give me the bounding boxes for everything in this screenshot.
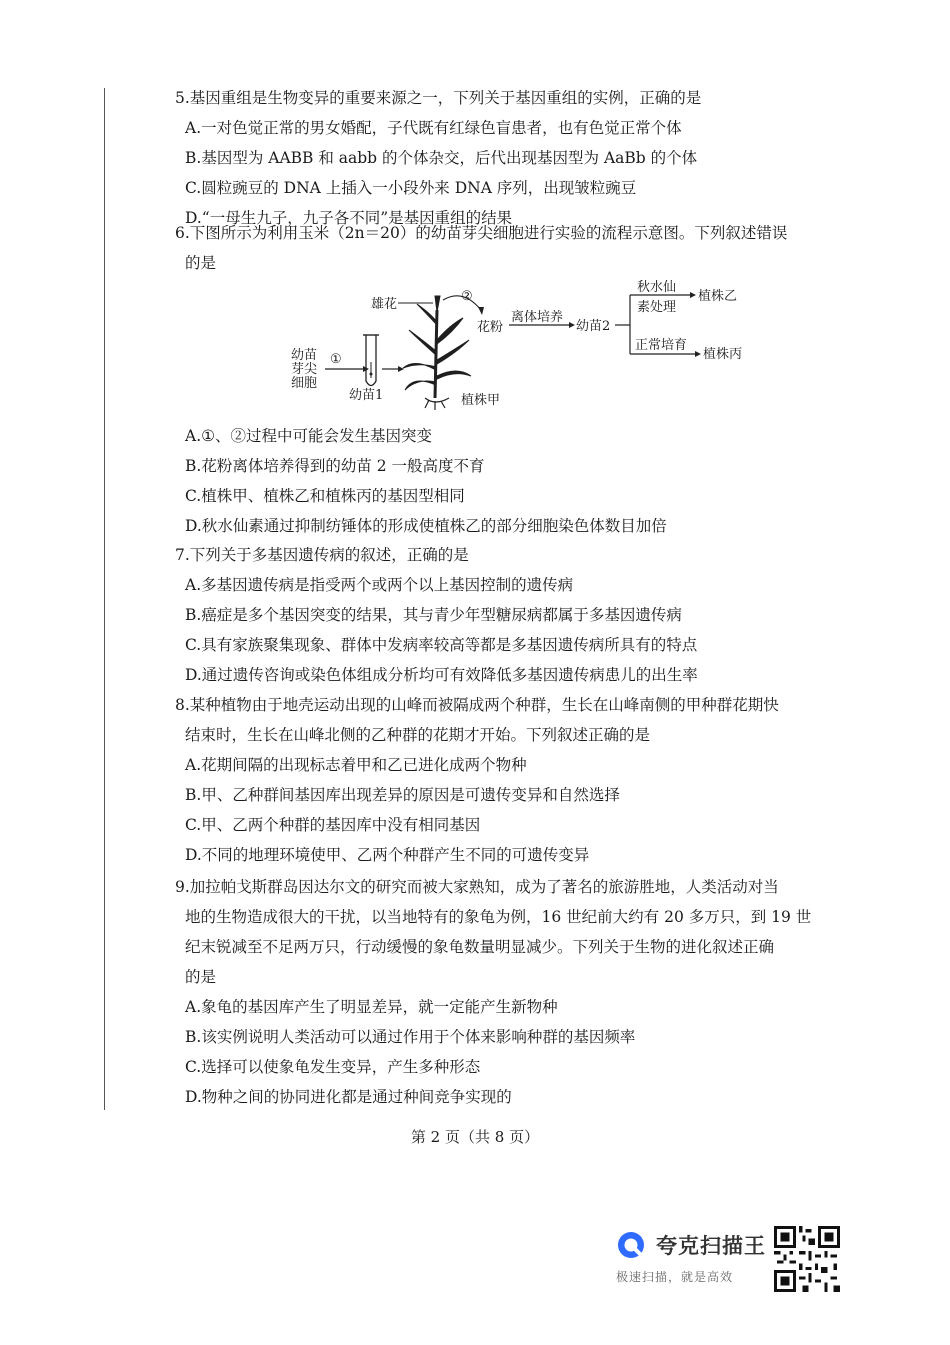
question-9-stem-line-4: 的是 (185, 968, 217, 986)
label-plant-c: 植株丙 (703, 347, 743, 362)
question-6-stem-line-2: 的是 (185, 254, 217, 272)
label-plant-a: 植株甲 (461, 393, 501, 408)
label-source-line-1: 幼苗 (291, 348, 318, 363)
question-5 (175, 83, 875, 233)
question-9-stem-line-2: 地的生物造成很大的干扰，以当地特有的象龟为例，16 世纪前大约有 20 多万只，到 19 世 (185, 908, 812, 926)
question-7-option-b: B.癌症是多个基因突变的结果，其与青少年型糖尿病都属于多基因遗传病 (185, 606, 682, 624)
question-9-stem-line-1: 9.加拉帕戈斯群岛因达尔文的研究而被大家熟知，成为了著名的旅游胜地，人类活动对当 (175, 878, 779, 896)
question-6-stem (175, 218, 875, 278)
question-8 (175, 690, 875, 870)
question-5-stem: 5.基因重组是生物变异的重要来源之一，下列关于基因重组的实例，正确的是 (175, 89, 702, 107)
question-9-option-b: B.该实例说明人类活动可以通过作用于个体来影响种群的基因频率 (185, 1028, 636, 1046)
question-8-option-d: D.不同的地理环境使甲、乙两个种群产生不同的可遗传变异 (185, 846, 590, 864)
label-colchicine-line-2: 素处理 (637, 300, 677, 315)
question-5-option-d: D.“一母生九子，九子各不同”是基因重组的结果 (185, 209, 513, 227)
label-colchicine-line-1: 秋水仙 (637, 280, 677, 295)
question-7-option-d: D.通过遗传咨询或染色体组成分析均可有效降低多基因遗传病患儿的出生率 (185, 666, 698, 684)
question-5-option-c: C.圆粒豌豆的 DNA 上插入一小段外来 DNA 序列，出现皱粒豌豆 (185, 179, 637, 197)
question-9-option-c: C.选择可以使象龟发生变异，产生多种形态 (185, 1058, 481, 1076)
question-8-option-b: B.甲、乙种群间基因库出现差异的原因是可遗传变异和自然选择 (185, 786, 620, 804)
question-6-option-d: D.秋水仙素通过抑制纺锤体的形成使植株乙的部分细胞染色体数目加倍 (185, 517, 667, 535)
scanner-slogan: 极速扫描，就是高效 (616, 1270, 734, 1284)
scanner-watermark (614, 1222, 854, 1292)
question-7-option-a: A.多基因遗传病是指受两个或两个以上基因控制的遗传病 (185, 576, 574, 594)
question-6-stem-line-1: 6.下图所示为利用玉米（2n＝20）的幼苗芽尖细胞进行实验的流程示意图。下列叙述错误 (175, 224, 788, 242)
question-8-option-a: A.花期间隔的出现标志着甲和乙已进化成两个物种 (185, 756, 527, 774)
label-step-1: ① (330, 352, 342, 367)
arrow-head-icon (478, 307, 484, 315)
binding-margin-line (104, 88, 105, 1110)
test-tube-icon (363, 335, 379, 386)
label-male-flower: 雄花 (371, 297, 398, 312)
label-seedling-2: 幼苗2 (576, 319, 611, 334)
label-step-2: ② (461, 289, 473, 304)
question-7 (175, 540, 875, 690)
q6-flow-diagram (285, 280, 755, 415)
question-9-option-a: A.象龟的基因库产生了明显差异，就一定能产生新物种 (185, 998, 558, 1016)
label-normal-cultivation: 正常培育 (635, 338, 688, 353)
question-9 (175, 872, 875, 1112)
label-plant-b: 植株乙 (698, 289, 738, 304)
question-9-option-d: D.物种之间的协同进化都是通过种间竞争实现的 (185, 1088, 512, 1106)
question-6-option-b: B.花粉离体培养得到的幼苗 2 一般高度不育 (185, 457, 485, 475)
label-pollen: 花粉 (477, 320, 504, 335)
arrow-head-icon (398, 366, 404, 372)
question-8-stem-line-2: 结束时，生长在山峰北侧的乙种群的花期才开始。下列叙述正确的是 (185, 726, 651, 744)
question-7-option-c: C.具有家族聚集现象、群体中发病率较高等都是多基因遗传病所具有的特点 (185, 636, 698, 654)
qr-code-icon (774, 1226, 840, 1292)
label-source-line-3: 细胞 (291, 376, 318, 391)
question-5-option-a: A.一对色觉正常的男女婚配，子代既有红绿色盲患者，也有色觉正常个体 (185, 119, 682, 137)
question-8-option-c: C.甲、乙两个种群的基因库中没有相同基因 (185, 816, 481, 834)
question-6-options (175, 421, 875, 541)
label-seedling-1: 幼苗1 (349, 388, 384, 403)
scanner-brand-name: 夸克扫描王 (656, 1234, 766, 1258)
quark-logo-icon (616, 1230, 646, 1260)
question-6-option-a: A.①、②过程中可能会发生基因突变 (185, 427, 433, 445)
arrow-head-icon (690, 292, 696, 298)
label-isolated-culture: 离体培养 (511, 310, 564, 325)
arrow-head-icon (695, 351, 701, 357)
question-5-option-b: B.基因型为 AABB 和 aabb 的个体杂交，后代出现基因型为 AaBb 的个体 (185, 149, 698, 167)
question-6-option-c: C.植株甲、植株乙和植株丙的基因型相同 (185, 487, 465, 505)
label-source-line-2: 芽尖 (291, 362, 318, 377)
question-8-stem-line-1: 8.某种植物由于地壳运动出现的山峰而被隔成两个种群，生长在山峰南侧的甲种群花期快 (175, 696, 779, 714)
question-7-stem: 7.下列关于多基因遗传病的叙述，正确的是 (175, 546, 469, 564)
arrow-head-icon (569, 322, 575, 328)
question-9-stem-line-3: 纪末锐减至不足两万只，行动缓慢的象龟数量明显减少。下列关于生物的进化叙述正确 (185, 938, 775, 956)
page-footer: 第 2 页（共 8 页） (410, 1128, 540, 1146)
